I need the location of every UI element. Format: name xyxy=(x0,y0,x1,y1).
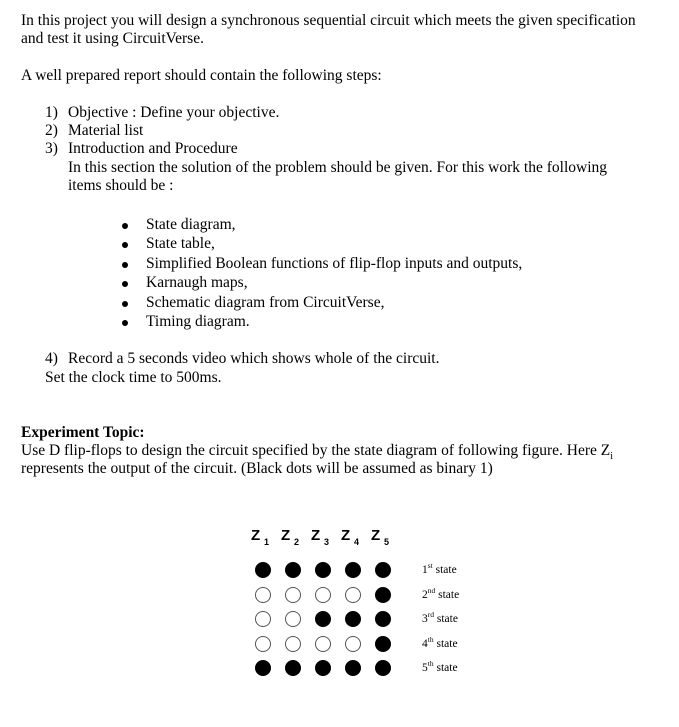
filled-dot xyxy=(285,660,301,676)
z-output-index: 2 xyxy=(294,537,300,547)
empty-dot xyxy=(255,587,271,603)
state-ordinal-suffix: nd xyxy=(427,585,436,595)
empty-dot xyxy=(255,611,271,627)
step-3-text: Introduction and Procedure xyxy=(68,140,238,157)
filled-dot xyxy=(345,660,361,676)
list-item: Karnaugh maps, xyxy=(146,274,248,291)
step-4-text: Record a 5 seconds video which shows whole of the circuit. xyxy=(68,350,440,367)
state-word: state xyxy=(435,588,460,601)
z-output-label: Z xyxy=(251,527,261,544)
filled-dot xyxy=(315,562,331,578)
state-ordinal-suffix: th xyxy=(427,659,434,669)
step-4-number: 4) xyxy=(45,350,58,367)
step-2-number: 2) xyxy=(45,122,58,139)
state-number: 1 xyxy=(422,564,428,576)
empty-dot xyxy=(255,636,271,652)
state-word: state xyxy=(433,637,458,650)
filled-dot xyxy=(375,660,391,676)
state-label xyxy=(422,585,460,601)
experiment-line-1: Use D flip-flops to design the circuit specified by the state diagram of following figure. Here $Z_i$ xyxy=(21,442,614,463)
state-word: state xyxy=(432,564,457,576)
empty-dot xyxy=(315,587,331,603)
list-item: State table, xyxy=(146,235,215,252)
step-3-number: 3) xyxy=(45,140,58,157)
filled-dot xyxy=(375,636,391,652)
step-2-text: Material list xyxy=(68,122,144,139)
state-ordinal-suffix: th xyxy=(427,634,434,644)
bullet-icon xyxy=(122,262,128,268)
filled-dot xyxy=(315,611,331,627)
list-item: Simplified Boolean functions of flip-flop inputs and outputs, xyxy=(146,255,523,272)
list-item: Schematic diagram from CircuitVerse, xyxy=(146,294,385,311)
filled-dot xyxy=(375,587,391,603)
procedure-desc-line-2: items should be : xyxy=(68,177,174,194)
z-output-index: 4 xyxy=(354,537,360,547)
z-output-label: Z xyxy=(281,527,291,544)
state-word: state xyxy=(434,613,458,625)
experiment-line-2: represents the output of the circuit. (Black dots will be assumed as binary 1) xyxy=(21,460,493,477)
z-output-index: 5 xyxy=(384,537,390,547)
step-1-number: 1) xyxy=(45,104,58,121)
procedure-desc-line-1: In this section the solution of the problem should be given. For this work the following xyxy=(68,159,607,176)
state-diagram xyxy=(245,525,485,685)
bullet-icon xyxy=(122,301,128,307)
state-label xyxy=(422,634,458,650)
empty-dot xyxy=(285,587,301,603)
empty-dot xyxy=(285,636,301,652)
intro-line-1: In this project you will design a synchronous sequential circuit which meets the given specification xyxy=(21,12,636,29)
z-output-label: Z xyxy=(371,527,381,544)
bullet-icon xyxy=(122,242,128,248)
state-number: 4 xyxy=(422,637,428,650)
filled-dot xyxy=(255,660,271,676)
intro-line-2: and test it using CircuitVerse. xyxy=(21,30,204,47)
filled-dot xyxy=(375,562,391,578)
state-label xyxy=(422,561,457,576)
state-label xyxy=(422,659,458,674)
state-label xyxy=(422,610,458,625)
bullet-icon xyxy=(122,281,128,287)
z-output-label: Z xyxy=(311,527,321,544)
clock-note: Set the clock time to 500ms. xyxy=(45,369,222,386)
list-item: State diagram, xyxy=(146,216,236,233)
state-ordinal-suffix: rd xyxy=(427,610,434,620)
bullet-icon xyxy=(122,320,128,326)
filled-dot xyxy=(285,562,301,578)
empty-dot xyxy=(345,636,361,652)
empty-dot xyxy=(285,611,301,627)
report-intro: A well prepared report should contain the following steps: xyxy=(21,67,382,84)
list-item: Timing diagram. xyxy=(146,313,250,330)
filled-dot xyxy=(345,562,361,578)
empty-dot xyxy=(315,636,331,652)
empty-dot xyxy=(345,587,361,603)
step-1-text: Objective : Define your objective. xyxy=(68,104,280,121)
filled-dot xyxy=(345,611,361,627)
state-word: state xyxy=(433,662,458,674)
z-output-index: 3 xyxy=(324,537,330,547)
z-output-index: 1 xyxy=(264,537,270,547)
filled-dot xyxy=(255,562,271,578)
state-number: 3 xyxy=(422,613,428,625)
state-number: 2 xyxy=(422,588,428,601)
experiment-heading: Experiment Topic: xyxy=(21,424,145,441)
filled-dot xyxy=(315,660,331,676)
state-ordinal-suffix: st xyxy=(427,561,433,571)
bullet-icon xyxy=(122,223,128,229)
state-number: 5 xyxy=(422,662,428,674)
filled-dot xyxy=(375,611,391,627)
z-output-label: Z xyxy=(341,527,351,544)
